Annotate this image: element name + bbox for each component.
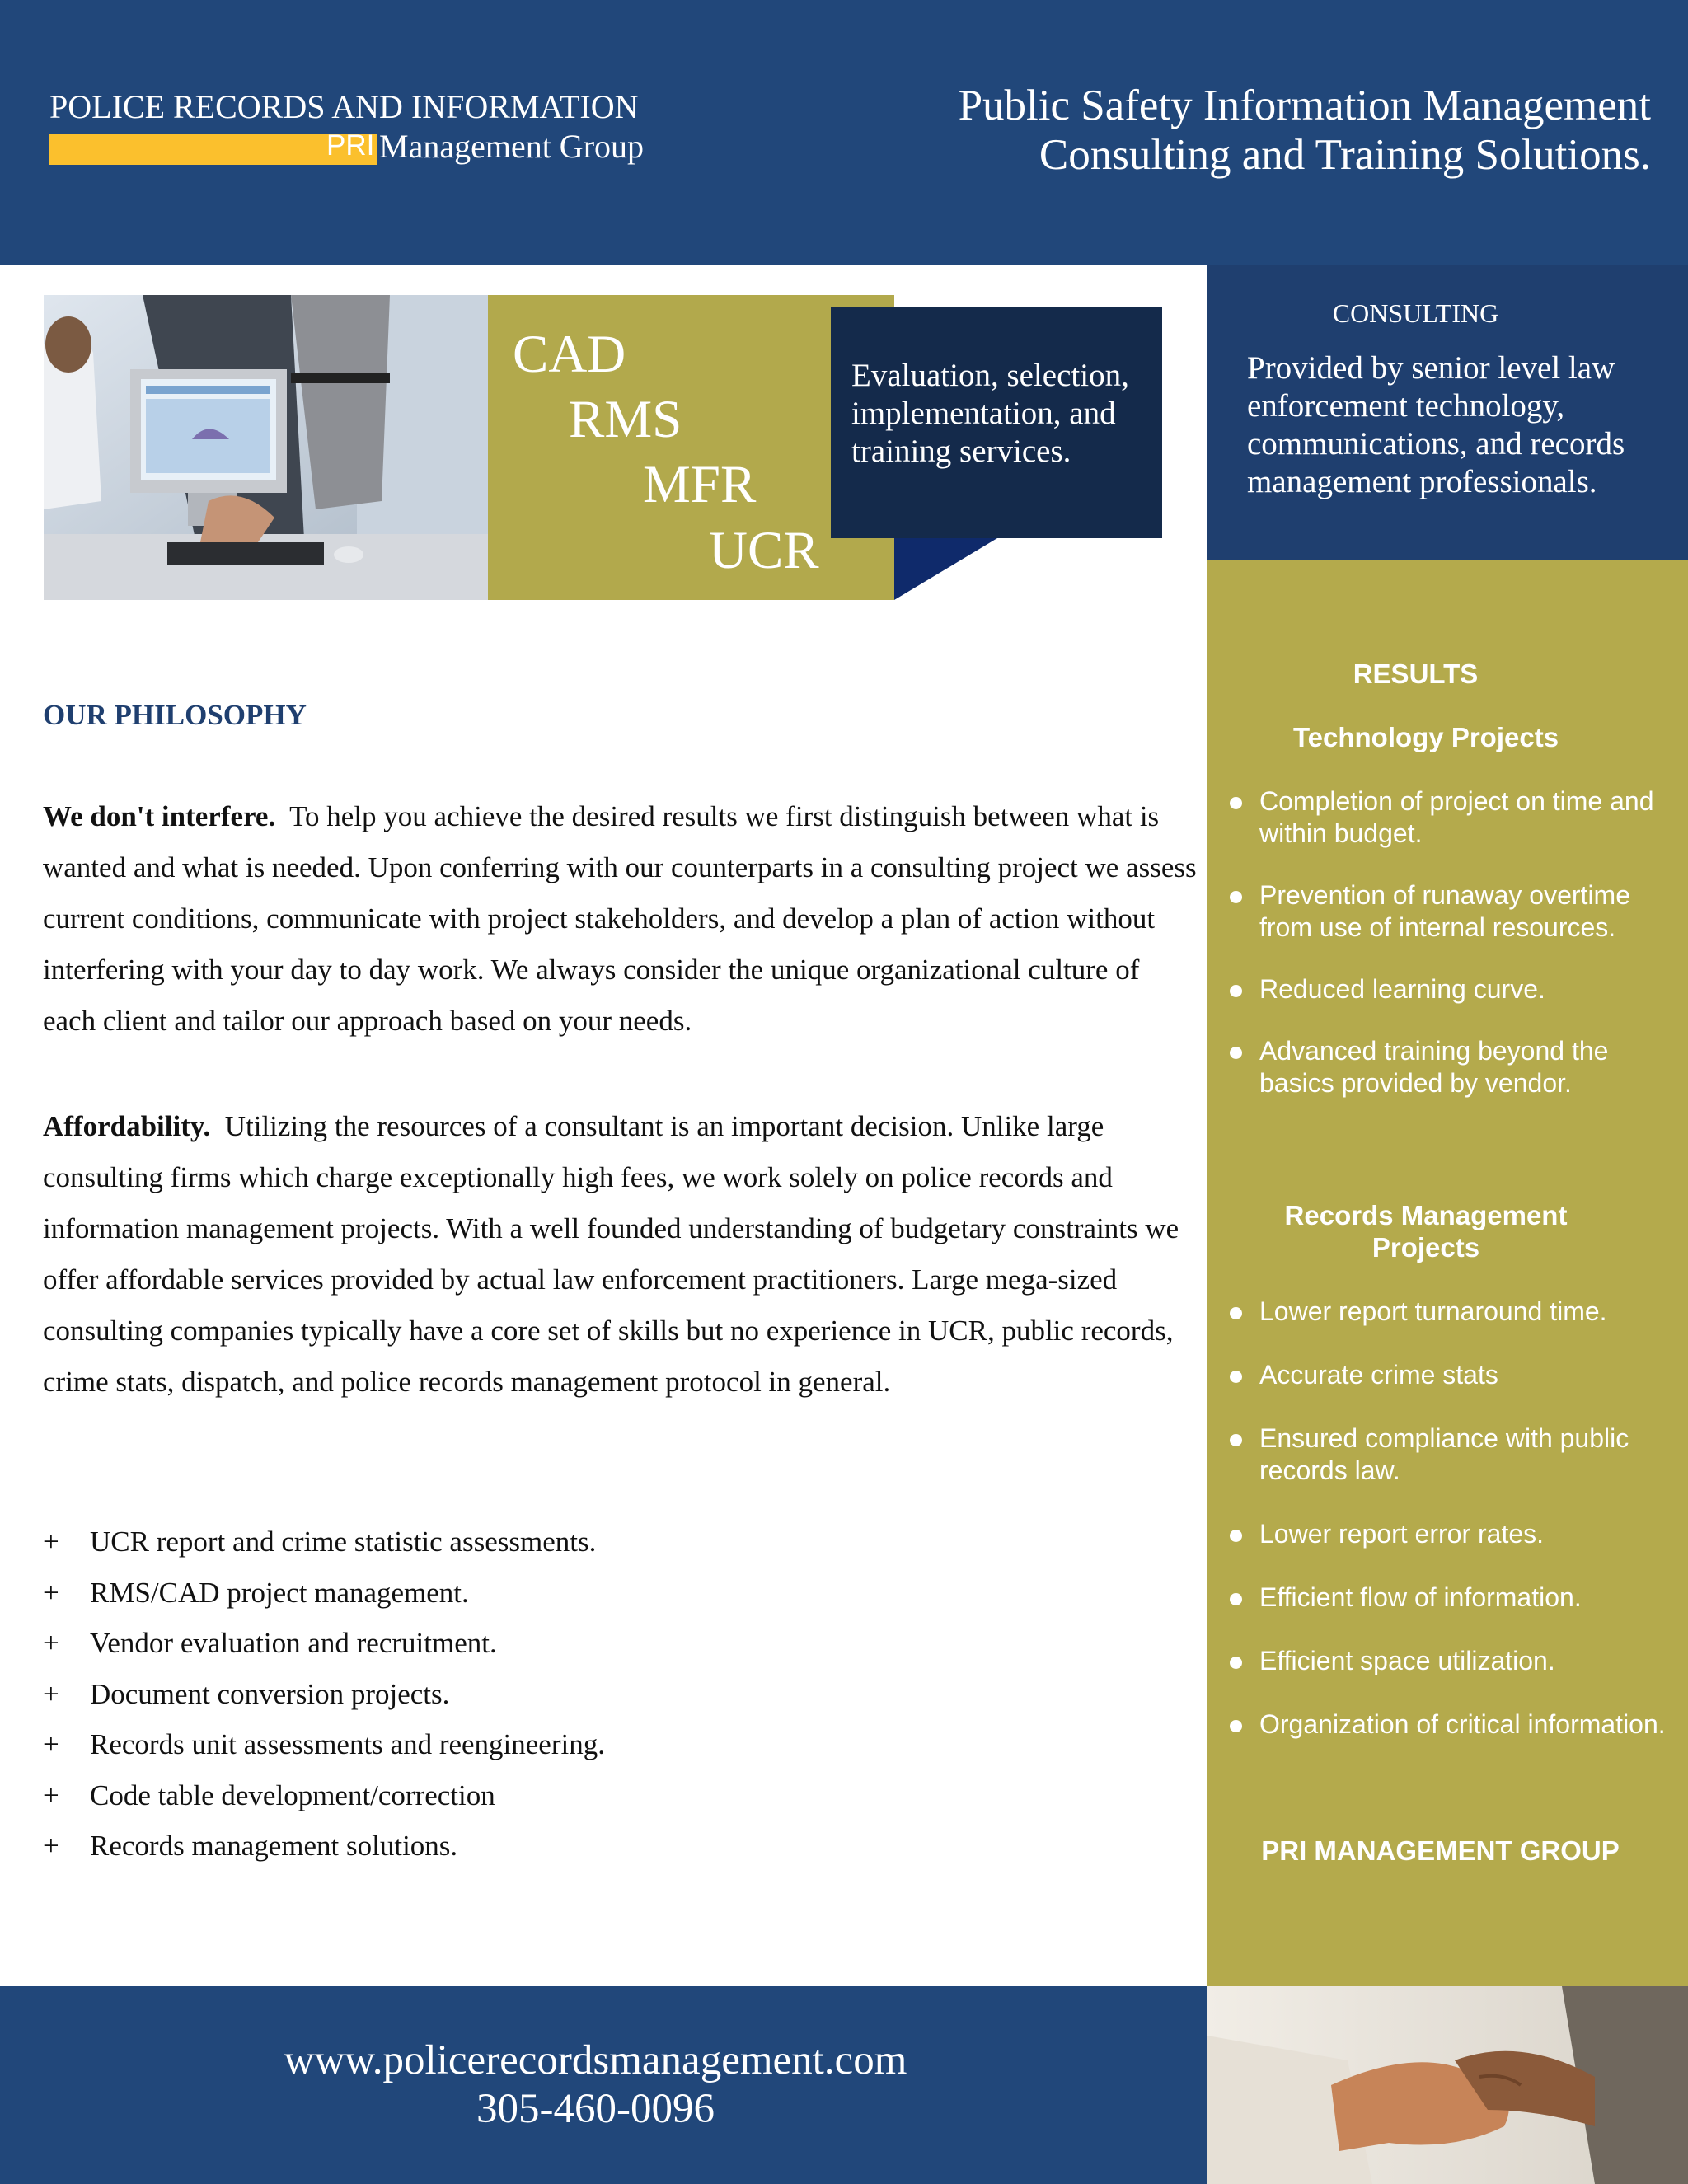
bullet-icon [1230, 1047, 1242, 1059]
list-item: Advanced training beyond the basics provided by vendor. [1226, 1035, 1688, 1099]
list-item: + Records unit assessments and reengineering. [43, 1719, 605, 1770]
plus-icon: + [43, 1728, 59, 1760]
services-callout-text: Evaluation, selection, implementation, and training services. [851, 358, 1129, 469]
bullet-icon [1230, 1593, 1242, 1605]
paragraph-lead: We don't interfere. [43, 800, 276, 832]
list-item: + Vendor evaluation and recruitment. [43, 1618, 605, 1669]
list-item: + RMS/CAD project management. [43, 1568, 605, 1619]
bullet-icon [1230, 797, 1242, 809]
acronym-ucr: UCR [709, 521, 819, 580]
bullet-icon [1230, 1720, 1242, 1732]
services-list [43, 1516, 605, 1872]
list-item: Prevention of runaway overtime from use of internal resources. [1226, 879, 1688, 944]
bullet-icon [1230, 985, 1242, 997]
bullet-icon [1230, 1530, 1242, 1542]
acronym-rms: RMS [569, 390, 682, 449]
consulting-text: Provided by senior level law enforcement technology, communications, and records management professionals. [1247, 350, 1625, 499]
results-panel [1207, 560, 1688, 1986]
list-item: Lower report error rates. [1226, 1518, 1688, 1550]
list-item: Accurate crime stats [1226, 1359, 1688, 1391]
header-tagline [959, 81, 1651, 180]
callout-notch [894, 538, 1001, 604]
list-item: Organization of critical information. [1226, 1708, 1688, 1741]
philosophy-paragraph-affordability [43, 1101, 1197, 1408]
plus-icon: + [43, 1576, 59, 1609]
bullet-icon [1230, 891, 1242, 903]
tagline-line2: Consulting and Training Solutions. [1039, 131, 1651, 179]
acronym-mfr: MFR [643, 455, 757, 514]
paragraph-text: Utilizing the resources of a consultant is an important decision. Unlike large consulting firms which charge exceptionally high fees, we work solely on police records and information management projects. With a well founded understanding of budgetary constraints we offer affordable services provided by actual law enforcement practitioners. Large mega-sized consulting companies typically have a core set of skills but no experience in UCR, public records, crime stats, dispatch, and police records management protocol in general. [43, 1110, 1179, 1398]
paragraph-lead: Affordability. [43, 1110, 211, 1142]
list-item: + Code table development/correction [43, 1770, 605, 1821]
plus-icon: + [43, 1779, 59, 1811]
records-results-list [1226, 1296, 1688, 1772]
org-name-line1: POLICE RECORDS AND INFORMATION [49, 88, 639, 125]
plus-icon: + [43, 1526, 59, 1558]
philosophy-title: OUR PHILOSOPHY [43, 699, 307, 731]
technology-results-list [1226, 785, 1688, 1129]
plus-icon: + [43, 1830, 59, 1862]
list-item: Lower report turnaround time. [1226, 1296, 1688, 1328]
philosophy-paragraph-interfere [43, 791, 1197, 1047]
list-item: Efficient space utilization. [1226, 1645, 1688, 1677]
list-item: Reduced learning curve. [1226, 973, 1688, 1005]
paragraph-text: To help you achieve the desired results we first distinguish between what is wanted and what is needed. Upon conferring with our counterparts in a consulting project we assess current conditions, communicate with project stakeholders, and develop a plan of action without interfering with your day to day work. We always consider the unique organizational culture of each client and tailor our approach based on your needs. [43, 800, 1197, 1037]
records-projects-title: Records Management Projects [1284, 1200, 1568, 1263]
bullet-icon [1230, 1307, 1242, 1319]
list-item: Ensured compliance with public records law. [1226, 1422, 1688, 1487]
plus-icon: + [43, 1627, 59, 1659]
list-item: + Records management solutions. [43, 1821, 605, 1872]
org-name-line2: Management Group [379, 128, 645, 165]
bullet-icon [1230, 1371, 1242, 1383]
handshake-photo [1207, 1986, 1688, 2184]
list-item: + Document conversion projects. [43, 1669, 605, 1720]
bullet-icon [1230, 1434, 1242, 1446]
list-item: Completion of project on time and within budget. [1226, 785, 1688, 850]
acronym-cad: CAD [513, 325, 626, 384]
list-item: + UCR report and crime statistic assessments. [43, 1516, 605, 1568]
list-item: Efficient flow of information. [1226, 1582, 1688, 1614]
plus-icon: + [43, 1677, 59, 1710]
bullet-icon [1230, 1657, 1242, 1669]
consulting-title: CONSULTING [1332, 298, 1499, 328]
logo-pri-label: PRI [326, 129, 375, 162]
phone-number[interactable]: 305-460-0096 [476, 2086, 715, 2132]
website-url[interactable]: www.policerecordsmanagement.com [284, 2037, 907, 2083]
tagline-line1: Public Safety Information Management [958, 82, 1651, 129]
results-title: RESULTS [1353, 658, 1479, 689]
office-computer-photo [44, 295, 489, 600]
pri-management-group-label: PRI MANAGEMENT GROUP [1261, 1835, 1620, 1866]
technology-projects-title: Technology Projects [1292, 722, 1559, 752]
